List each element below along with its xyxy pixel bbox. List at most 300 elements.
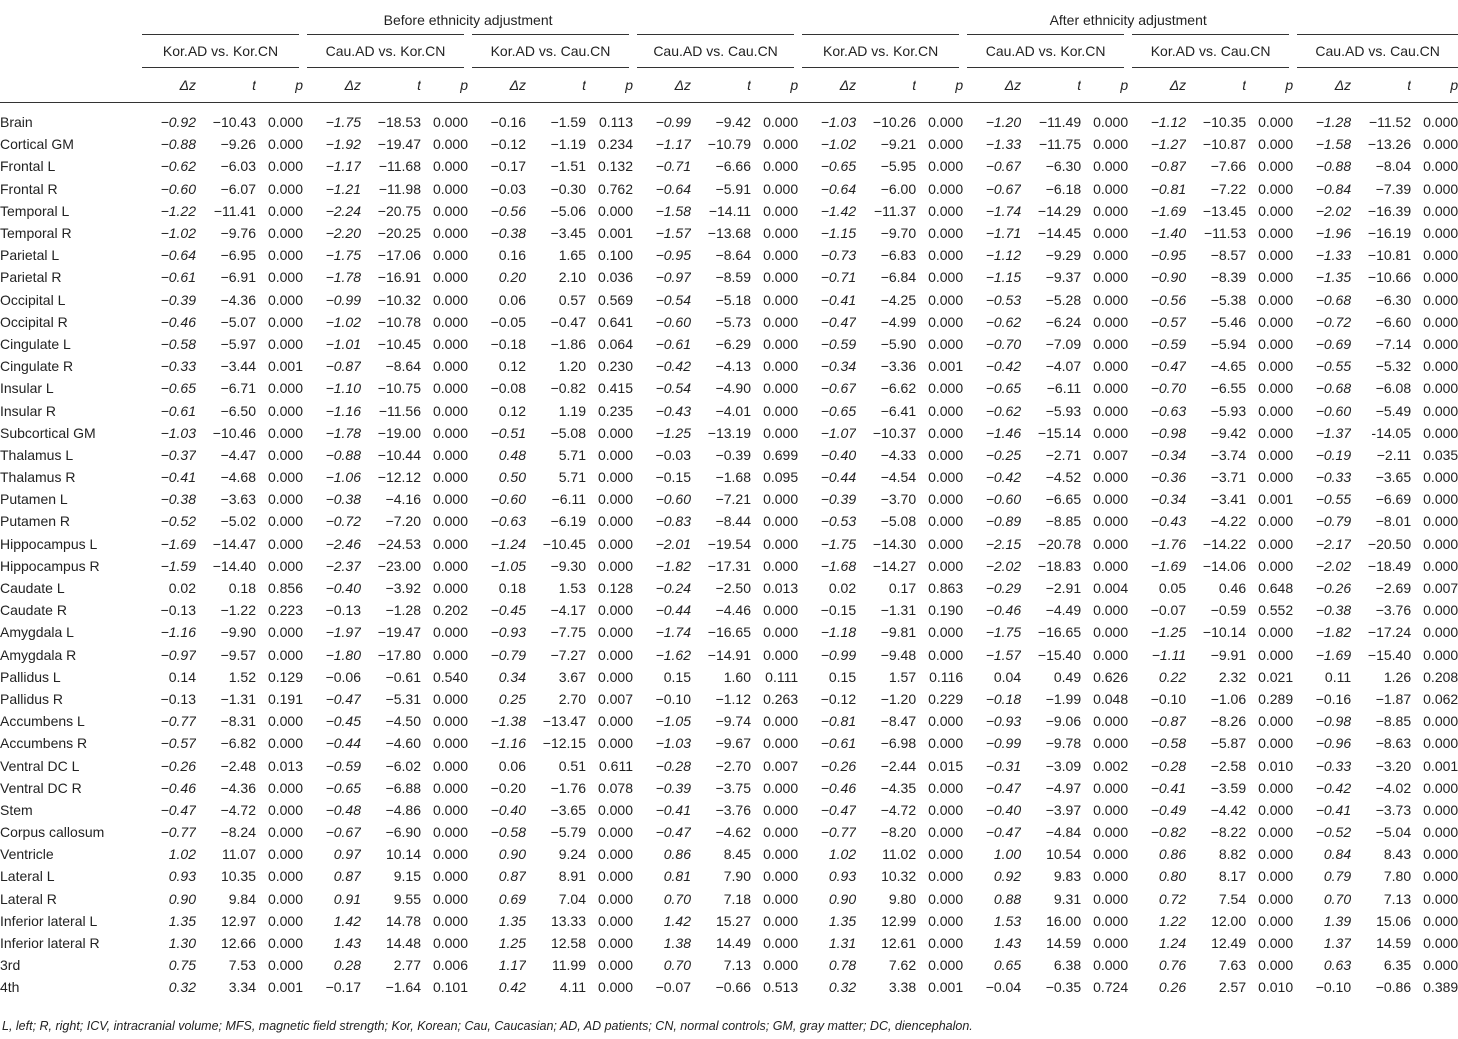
table-row — [0, 133, 1458, 155]
cell-p: 0.000 — [1258, 380, 1294, 397]
cell-p: 0.000 — [432, 779, 468, 796]
cell-dz: −0.45 — [325, 713, 361, 730]
cell-p: 0.000 — [1423, 247, 1458, 264]
cell-t: −19.54 — [707, 535, 751, 552]
cell-t: −2.50 — [715, 580, 751, 597]
row-label: Parietal L — [0, 247, 60, 264]
cell-p: 0.000 — [1423, 291, 1458, 308]
cell-dz: 0.69 — [498, 890, 526, 907]
cell-t: 7.18 — [723, 890, 751, 907]
cell-p: 0.000 — [763, 801, 799, 818]
cell-t: −12.15 — [542, 735, 586, 752]
cell-t: −3.71 — [1210, 469, 1247, 486]
cell-p: 0.000 — [1423, 713, 1458, 730]
cell-t: −11.41 — [213, 202, 256, 219]
cell-dz: −1.27 — [1150, 136, 1187, 153]
cell-t: −9.67 — [715, 735, 751, 752]
cell-p: 0.000 — [1093, 313, 1129, 330]
cell-p: 0.007 — [1093, 446, 1129, 463]
cell-p: 0.001 — [928, 979, 964, 996]
cell-p: 0.000 — [597, 935, 633, 952]
cell-dz: −0.88 — [160, 136, 196, 153]
cell-dz: −0.88 — [1315, 158, 1352, 175]
cell-p: 0.000 — [928, 735, 964, 752]
cell-t: −4.16 — [385, 491, 421, 508]
cell-t: −8.85 — [1045, 513, 1082, 530]
cell-t: −6.82 — [220, 735, 256, 752]
cell-dz: −1.12 — [985, 247, 1022, 264]
cell-t: −18.53 — [377, 114, 421, 131]
cell-dz: −1.05 — [655, 713, 691, 730]
cell-dz: −0.37 — [160, 446, 196, 463]
cell-dz: −0.98 — [1315, 713, 1352, 730]
cell-t: −6.29 — [715, 335, 751, 352]
cell-t: −7.27 — [550, 646, 586, 663]
cell-dz: −0.29 — [985, 580, 1022, 597]
subheader-t: t — [856, 68, 916, 103]
cell-t: −9.37 — [1045, 269, 1082, 286]
subheader-t: t — [1351, 68, 1411, 103]
cell-t: 7.90 — [723, 868, 751, 885]
row-label: Caudate R — [0, 602, 67, 619]
cell-t: −16.91 — [377, 269, 421, 286]
cell-dz: −0.71 — [820, 269, 857, 286]
cell-p: 0.000 — [928, 935, 964, 952]
table-row — [0, 599, 1458, 621]
cell-dz: −1.33 — [1315, 247, 1352, 264]
cell-t: −6.55 — [1210, 380, 1247, 397]
cell-dz: −1.75 — [820, 535, 857, 552]
cell-p: 0.000 — [1093, 912, 1129, 929]
cell-p: 0.000 — [267, 957, 303, 974]
cell-t: −2.58 — [1210, 757, 1247, 774]
cell-t: −3.45 — [550, 225, 586, 242]
cell-dz: −1.17 — [655, 136, 691, 153]
cell-p: 0.000 — [763, 247, 799, 264]
cell-p: 0.000 — [1423, 535, 1458, 552]
table-row — [0, 732, 1458, 754]
cell-t: −4.62 — [715, 824, 751, 841]
cell-t: −3.76 — [715, 801, 751, 818]
cell-t: −1.87 — [1375, 690, 1412, 707]
cell-p: 0.415 — [597, 380, 633, 397]
cell-dz: 1.00 — [993, 846, 1022, 863]
row-label: Lateral L — [0, 868, 55, 885]
cell-p: 0.000 — [1093, 358, 1129, 375]
cell-p: 0.000 — [432, 491, 468, 508]
cell-p: 0.000 — [1258, 824, 1294, 841]
cell-p: 0.000 — [267, 868, 303, 885]
cell-dz: −0.60 — [655, 313, 691, 330]
cell-t: −17.06 — [377, 247, 421, 264]
cell-p: 0.000 — [928, 225, 964, 242]
cell-dz: −0.79 — [1315, 513, 1352, 530]
cell-p: 0.000 — [928, 424, 964, 441]
row-label: Insular R — [0, 402, 57, 419]
cell-t: −4.99 — [880, 313, 917, 330]
cell-t: 7.13 — [723, 957, 751, 974]
table-row — [0, 843, 1458, 865]
cell-t: −3.92 — [385, 580, 421, 597]
cell-p: 0.000 — [1258, 158, 1294, 175]
cell-p: 0.000 — [1258, 424, 1294, 441]
cell-t: −8.26 — [1210, 713, 1247, 730]
cell-dz: 0.32 — [168, 979, 196, 996]
cell-p: 0.000 — [928, 513, 964, 530]
cell-p: 0.000 — [267, 557, 303, 574]
cell-dz: −0.63 — [490, 513, 526, 530]
cell-dz: 0.88 — [993, 890, 1022, 907]
cell-t: −10.43 — [212, 114, 256, 131]
cell-p: 0.000 — [432, 868, 468, 885]
cell-p: 0.000 — [597, 424, 633, 441]
cell-p: 0.000 — [1423, 513, 1458, 530]
cell-dz: −0.41 — [160, 469, 196, 486]
cell-dz: −1.02 — [820, 136, 857, 153]
cell-t: 3.38 — [888, 979, 917, 996]
cell-p: 0.000 — [1093, 602, 1129, 619]
cell-dz: −0.99 — [820, 646, 857, 663]
cell-dz: 0.02 — [168, 580, 196, 597]
cell-dz: −0.40 — [820, 446, 857, 463]
row-label: Temporal L — [0, 202, 70, 219]
cell-dz: −0.16 — [490, 114, 526, 131]
cell-p: 0.000 — [432, 335, 468, 352]
cell-dz: −0.41 — [1315, 801, 1352, 818]
cell-t: −5.32 — [1375, 358, 1412, 375]
cell-t: −16.65 — [707, 624, 751, 641]
group-header-before: Before ethnicity adjustment — [138, 6, 798, 35]
cell-p: 0.000 — [597, 646, 633, 663]
cell-dz: −0.87 — [1150, 713, 1187, 730]
cell-p: 0.724 — [1093, 979, 1129, 996]
cell-p: 0.000 — [267, 402, 303, 419]
cell-t: −5.90 — [880, 335, 917, 352]
cell-t: −11.68 — [378, 158, 421, 175]
row-label: Lateral R — [0, 890, 57, 907]
cell-p: 0.000 — [432, 713, 468, 730]
cell-dz: −0.95 — [1150, 247, 1187, 264]
cell-p: 0.000 — [1423, 646, 1458, 663]
cell-t: −3.76 — [1375, 602, 1412, 619]
cell-p: 0.000 — [1423, 269, 1458, 286]
cell-dz: 0.87 — [498, 868, 526, 885]
cell-t: −1.31 — [880, 602, 917, 619]
cell-p: 0.000 — [267, 114, 303, 131]
cell-p: 0.000 — [1258, 446, 1294, 463]
cell-dz: −0.64 — [655, 180, 691, 197]
cell-t: −17.31 — [707, 557, 751, 574]
cell-p: 0.000 — [1423, 469, 1458, 486]
cell-dz: −0.33 — [1315, 757, 1352, 774]
cell-p: 0.000 — [928, 779, 964, 796]
cell-dz: −0.13 — [160, 602, 196, 619]
cell-t: 14.49 — [715, 935, 751, 952]
cell-dz: −0.08 — [490, 380, 526, 397]
cell-dz: −0.43 — [655, 402, 691, 419]
cell-t: −6.66 — [715, 158, 751, 175]
cell-dz: −0.54 — [655, 380, 691, 397]
table-row — [0, 976, 1458, 998]
cell-p: 0.000 — [1093, 935, 1129, 952]
cell-p: 0.000 — [1258, 713, 1294, 730]
cell-dz: −1.06 — [325, 469, 361, 486]
cell-t: −10.81 — [1367, 247, 1412, 264]
cell-dz: −0.38 — [490, 225, 526, 242]
cell-p: 0.000 — [597, 868, 633, 885]
cell-p: 0.000 — [267, 136, 303, 153]
cell-dz: −1.02 — [325, 313, 361, 330]
cell-dz: −0.71 — [655, 158, 691, 175]
cell-dz: −0.52 — [1315, 824, 1352, 841]
cell-dz: 0.93 — [828, 868, 857, 885]
cell-dz: −1.68 — [820, 557, 857, 574]
cell-dz: −0.42 — [985, 469, 1022, 486]
cell-p: 0.208 — [1423, 668, 1458, 685]
cell-t: 9.55 — [393, 890, 421, 907]
cell-t: −13.47 — [542, 713, 586, 730]
cell-p: 0.000 — [432, 935, 468, 952]
cell-t: −13.68 — [707, 225, 751, 242]
cell-p: 0.000 — [1093, 713, 1129, 730]
cell-dz: 1.42 — [333, 912, 361, 929]
cell-dz: 0.81 — [663, 868, 691, 885]
cell-p: 0.000 — [597, 446, 633, 463]
cell-t: −1.22 — [220, 602, 256, 619]
cell-dz: −1.57 — [985, 646, 1022, 663]
cell-p: 0.000 — [928, 912, 964, 929]
cell-t: −9.57 — [220, 646, 256, 663]
cell-dz: −0.26 — [160, 757, 196, 774]
subheader-dz: Δz — [633, 68, 691, 103]
cell-t: −17.24 — [1367, 624, 1412, 641]
cell-p: 0.004 — [1093, 580, 1129, 597]
cell-dz: −0.67 — [985, 180, 1022, 197]
cell-dz: 0.26 — [1158, 979, 1187, 996]
cell-dz: −1.82 — [655, 557, 691, 574]
cell-p: 0.000 — [267, 335, 303, 352]
cell-dz: −0.96 — [1315, 735, 1352, 752]
cell-p: 0.000 — [1093, 424, 1129, 441]
cell-p: 0.000 — [267, 491, 303, 508]
cell-t: −4.52 — [1045, 469, 1082, 486]
cell-t: −9.70 — [880, 225, 917, 242]
subheader-t: t — [361, 68, 421, 103]
subheader-p: p — [256, 68, 303, 103]
cell-t: −10.66 — [1367, 269, 1412, 286]
table-row — [0, 777, 1458, 799]
cell-p: 0.000 — [1423, 114, 1458, 131]
cell-p: 0.000 — [432, 225, 468, 242]
cell-dz: −2.46 — [325, 535, 361, 552]
cell-dz: −1.03 — [655, 735, 691, 752]
row-label: Hippocampus R — [0, 557, 100, 574]
cell-t: −4.02 — [1375, 779, 1412, 796]
cell-dz: −0.56 — [1150, 291, 1187, 308]
cell-t: −10.75 — [377, 380, 421, 397]
cell-p: 0.128 — [597, 580, 633, 597]
cell-p: 0.001 — [267, 358, 303, 375]
cell-p: 0.000 — [597, 957, 633, 974]
cell-p: 0.001 — [928, 358, 964, 375]
table-row — [0, 444, 1458, 466]
cell-dz: −0.39 — [160, 291, 196, 308]
cell-dz: −0.64 — [820, 180, 857, 197]
cell-p: 0.000 — [432, 557, 468, 574]
cell-p: 0.000 — [1093, 890, 1129, 907]
cell-dz: −0.61 — [655, 335, 691, 352]
cell-t: −1.31 — [220, 690, 256, 707]
cell-dz: −0.17 — [325, 979, 361, 996]
cell-dz: −0.38 — [160, 491, 196, 508]
row-label: Amygdala L — [0, 624, 74, 641]
table-row — [0, 555, 1458, 577]
cell-dz: −1.75 — [985, 624, 1022, 641]
cell-p: 0.001 — [597, 225, 633, 242]
cell-t: −1.76 — [550, 779, 586, 796]
subheader-t: t — [196, 68, 256, 103]
cell-t: −4.17 — [550, 602, 586, 619]
cell-dz: −1.82 — [1315, 624, 1352, 641]
cell-dz: 0.70 — [663, 890, 691, 907]
subheader-dz: Δz — [963, 68, 1021, 103]
cell-dz: −1.21 — [325, 180, 361, 197]
cell-dz: −0.88 — [325, 446, 361, 463]
cell-t: −8.64 — [715, 247, 751, 264]
cell-dz: −1.02 — [160, 225, 196, 242]
cell-dz: −0.95 — [655, 247, 691, 264]
cell-dz: −0.58 — [490, 824, 526, 841]
cell-p: 0.000 — [763, 868, 799, 885]
table-row — [0, 954, 1458, 976]
cell-p: 0.229 — [928, 690, 964, 707]
cell-dz: 1.42 — [663, 912, 691, 929]
cell-p: 0.000 — [1258, 114, 1294, 131]
cell-t: −6.18 — [1045, 180, 1082, 197]
cell-t: 13.33 — [550, 912, 586, 929]
cell-p: 0.000 — [1423, 313, 1458, 330]
cell-dz: −2.02 — [985, 557, 1022, 574]
cell-p: 0.000 — [928, 402, 964, 419]
cell-t: −6.90 — [385, 824, 421, 841]
cell-dz: −0.47 — [820, 313, 857, 330]
cell-p: 0.699 — [763, 446, 799, 463]
cell-p: 0.013 — [763, 580, 799, 597]
cell-dz: −0.92 — [160, 114, 196, 131]
cell-t: −20.25 — [377, 225, 421, 242]
cell-p: 0.000 — [1093, 801, 1129, 818]
subheader-p: p — [1411, 68, 1458, 103]
cell-dz: −0.03 — [655, 446, 691, 463]
cell-dz: −1.16 — [325, 402, 361, 419]
cell-dz: −0.52 — [160, 513, 196, 530]
cell-p: 0.000 — [267, 424, 303, 441]
cell-t: 12.58 — [550, 935, 586, 952]
cell-p: 0.036 — [597, 269, 633, 286]
cell-p: 0.000 — [1093, 247, 1129, 264]
cell-dz: −0.83 — [655, 513, 691, 530]
cell-dz: −0.56 — [490, 202, 526, 219]
cell-t: −10.32 — [377, 291, 421, 308]
subheader-t: t — [1186, 68, 1246, 103]
cell-p: 0.000 — [267, 313, 303, 330]
cell-t: −0.86 — [1375, 979, 1412, 996]
cell-dz: −1.11 — [1151, 646, 1187, 663]
cell-p: 0.000 — [763, 313, 799, 330]
cell-t: 11.02 — [882, 846, 917, 863]
cell-p: 0.000 — [1258, 735, 1294, 752]
cell-p: 0.000 — [1258, 513, 1294, 530]
cell-t: −6.03 — [220, 158, 256, 175]
cell-dz: 1.43 — [993, 935, 1022, 952]
cell-t: −8.64 — [385, 358, 421, 375]
row-label: 4th — [0, 979, 20, 996]
cell-p: 0.000 — [1258, 801, 1294, 818]
cell-p: 0.000 — [1258, 225, 1294, 242]
cell-dz: 0.97 — [333, 846, 361, 863]
cell-dz: 0.92 — [993, 868, 1022, 885]
cell-dz: 0.42 — [498, 979, 526, 996]
cell-t: −5.49 — [1375, 402, 1412, 419]
comparison-header: Cau.AD vs. Cau.CN — [633, 35, 798, 68]
table-row — [0, 577, 1458, 599]
cell-p: 0.000 — [432, 735, 468, 752]
cell-p: 0.000 — [763, 136, 799, 153]
cell-t: −4.13 — [715, 358, 751, 375]
results-table — [0, 6, 1458, 999]
cell-dz: −0.60 — [1315, 402, 1352, 419]
cell-dz: −0.65 — [160, 380, 196, 397]
cell-t: −6.00 — [880, 180, 917, 197]
cell-dz: −1.17 — [325, 158, 361, 175]
cell-p: 0.000 — [928, 158, 964, 175]
cell-p: 0.000 — [432, 535, 468, 552]
cell-p: 0.000 — [1258, 136, 1294, 153]
cell-dz: 0.05 — [1158, 580, 1187, 597]
cell-dz: −0.46 — [985, 602, 1022, 619]
cell-t: 3.67 — [558, 668, 586, 685]
cell-dz: 0.04 — [993, 668, 1022, 685]
cell-t: −3.75 — [715, 779, 751, 796]
cell-t: −4.72 — [880, 801, 917, 818]
cell-dz: −0.65 — [820, 402, 857, 419]
cell-p: 0.000 — [928, 713, 964, 730]
cell-p: 0.856 — [267, 580, 303, 597]
cell-p: 0.000 — [1093, 291, 1129, 308]
cell-p: 0.000 — [1423, 225, 1458, 242]
cell-p: 0.000 — [267, 624, 303, 641]
cell-p: 0.000 — [1093, 957, 1129, 974]
cell-p: 0.000 — [432, 158, 468, 175]
cell-p: 0.191 — [267, 690, 303, 707]
cell-t: −4.07 — [1045, 358, 1082, 375]
cell-t: 12.00 — [1211, 912, 1247, 929]
subheader-p: p — [586, 68, 633, 103]
cell-t: −4.60 — [385, 735, 421, 752]
cell-t: −10.26 — [872, 114, 917, 131]
cell-t: −14.06 — [1202, 557, 1247, 574]
cell-p: 0.000 — [1093, 202, 1129, 219]
cell-t: −4.42 — [1210, 801, 1247, 818]
cell-t: −0.47 — [550, 313, 586, 330]
cell-p: 0.000 — [597, 513, 633, 530]
cell-p: 0.000 — [267, 469, 303, 486]
cell-p: 0.000 — [597, 735, 633, 752]
cell-dz: −0.61 — [160, 269, 196, 286]
cell-dz: 1.35 — [168, 912, 196, 929]
cell-p: 0.000 — [267, 912, 303, 929]
cell-t: −15.14 — [1037, 424, 1082, 441]
